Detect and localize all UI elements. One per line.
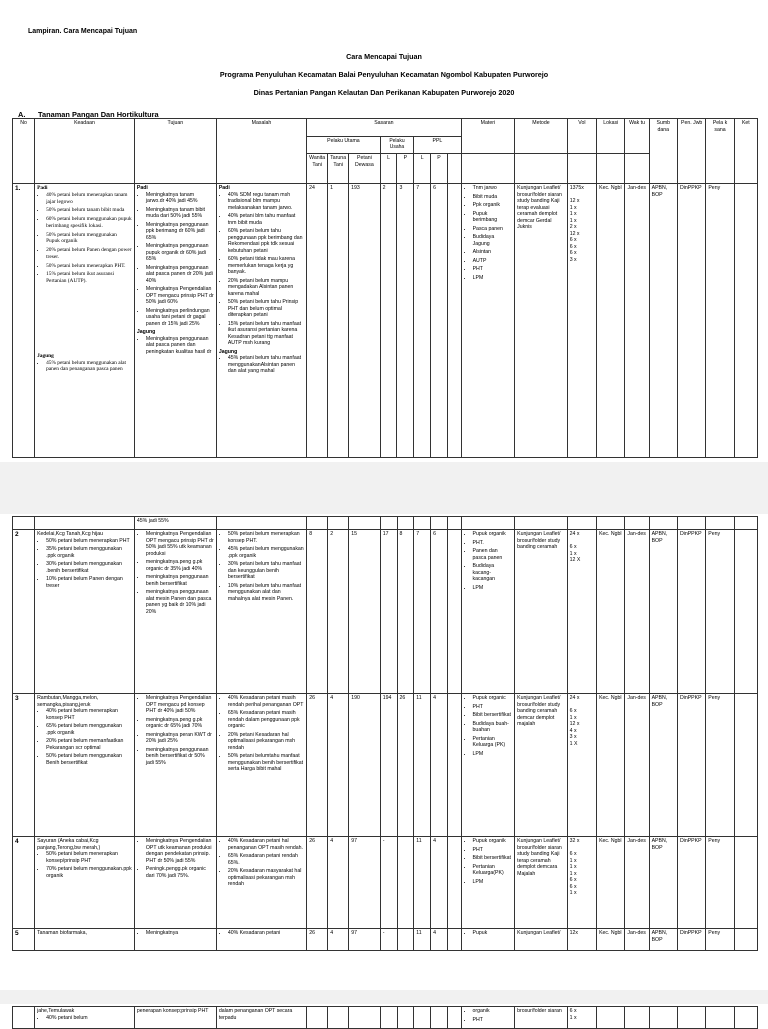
col-ppl-l: L xyxy=(414,154,431,184)
waktu-cell: Jan-des xyxy=(625,929,649,951)
metode-cell: Kunjungan Leaflet/ brosur/folder siaran study banding Kaji terap ceramah demplot demcara Majalah xyxy=(515,837,568,929)
col-vol-sub xyxy=(567,154,596,184)
keadaan-head: jahe,Temulawak xyxy=(37,1008,75,1014)
tujuan-list xyxy=(137,192,214,328)
list-item: • Meningkatnya Pengendalian OPT mengacu prinsip PHT dr 50% jadi 55% utk keamanan produksi xyxy=(146,531,214,557)
list-item: • Meningkatnya perlindungan usaha tani petani dr gagal panen dr 15% jadi 25% xyxy=(146,308,214,328)
tujuan-head-2: Jagung xyxy=(136,329,156,335)
list-item: • Meningkatnya tanam jarwo.dr 40% jadi 45% xyxy=(146,192,214,205)
col-lokasi-sub xyxy=(597,154,625,184)
list-item: • LPM xyxy=(473,751,513,758)
table-row-2 xyxy=(13,530,758,694)
list-item: • 50% petani belum menerapkan konsep PHT. xyxy=(228,531,304,544)
pu-l-value: - xyxy=(380,837,397,929)
list-item: • 20% petani belum mampu mengadakan Alsintan panen karena mahal xyxy=(228,278,304,298)
lokasi-cell: Kec. Ngbl xyxy=(597,837,625,929)
list-item: • 60% petani tidak mau karena memerlukan tenaga kerja yg banyak. xyxy=(228,256,304,276)
col-pu-l: L xyxy=(380,154,397,184)
list-item: • 40% petani blm tahu manfaat tnm bibit muda xyxy=(228,213,304,226)
keadaan-cell xyxy=(35,184,135,458)
list-item: • Pupuk berimbang xyxy=(473,211,513,224)
masalah-cell: dalam penanganan OPT secara terpadu xyxy=(216,1007,306,1029)
list-item: • organik xyxy=(473,1008,513,1015)
list-item: • Bibit bersertifikat xyxy=(473,855,513,862)
penjwb-cell: DinPPKP xyxy=(677,929,705,951)
pu-l-value: - xyxy=(380,929,397,951)
table-row-1 xyxy=(13,184,758,458)
metode-cell: Kunjungan Leaflet/ brosur/folder study banding ceramah demcar demplot majalah xyxy=(515,694,568,837)
list-item: • 10% petani belum tahu manfaat menggunakan alat dan mahalnya alat mesin Panen. xyxy=(228,583,304,603)
list-item: • Pasca panen xyxy=(473,226,513,233)
pelaksana-cell: Peny xyxy=(706,837,734,929)
list-item: • Budidaya kacang-kacangan xyxy=(473,563,513,583)
pelaksana-cell: Peny xyxy=(706,929,734,951)
list-item: • 50% petani belum menerapkan konsep/prinsip PHT xyxy=(46,851,132,864)
doc-title: Cara Mencapai Tujuan xyxy=(346,52,422,61)
list-item: • meningkatnya penggunaan alat mesin Panen dan pasca panen yg baik dr 10% jadi 20% xyxy=(146,589,214,615)
masalah-cell xyxy=(216,929,306,951)
col-vol: Vol xyxy=(567,119,596,154)
taruna-value: 2 xyxy=(328,530,349,694)
col-sumber-dana: Sumb dana xyxy=(649,119,677,184)
masalah-list xyxy=(219,930,304,937)
penjwb-cell: DinPPKP xyxy=(677,837,705,929)
keadaan-head: Kedelai,Kcg Tanah,Kcg hijau xyxy=(37,531,104,537)
lokasi-cell: Kec. Ngbl xyxy=(597,929,625,951)
waktu-cell: Jan-des xyxy=(625,694,649,837)
materi-cell xyxy=(461,929,515,951)
penjwb-cell: DinPPKP xyxy=(677,184,705,458)
list-item: • PHT xyxy=(473,1017,513,1024)
keadaan-head: Sayuran (Aneka cabai,Kcg panjang,Terong,bw merah,) xyxy=(37,838,101,851)
keadaan-list xyxy=(37,851,132,879)
list-item: • 40% SDM regu tanam msh tradisional blm mampu melaksanakan tanam jarwo. xyxy=(228,192,304,212)
pu-p-value: 26 xyxy=(397,694,414,837)
masalah-head: Padi xyxy=(218,185,230,191)
tujuan-cell xyxy=(134,694,216,837)
list-item: • Pupuk organic xyxy=(473,695,513,702)
col-pu-p: P xyxy=(397,154,414,184)
vol-cell: 1375x 12 x 1 x 1 x 1 x 2 x 12 x 6 x 6 x 6 x 3 x xyxy=(567,184,596,458)
col-ket: Ket xyxy=(734,119,757,184)
masalah-list xyxy=(219,695,304,773)
waktu-cell: Jan-des xyxy=(625,837,649,929)
col-no: No xyxy=(13,119,35,184)
col-lokasi: Lokasi xyxy=(597,119,625,154)
masalah-cell xyxy=(216,530,306,694)
dewasa-value: 97 xyxy=(349,837,381,929)
vol-cell: 32 x 6 x 1 x 1 x 1 x 6 x 6 x 1 x xyxy=(567,837,596,929)
lokasi-cell: Kec. Ngbl xyxy=(597,530,625,694)
col-pelaksana: Pela k sana xyxy=(706,119,734,184)
page-3 xyxy=(0,1004,768,1024)
col-pelaku-utama: Pelaku Utama xyxy=(307,137,381,154)
row-number: 1. xyxy=(13,184,35,458)
section-title: Tanaman Pangan Dan Hortikultura xyxy=(38,110,159,119)
ppl-l-value: 11 xyxy=(414,837,431,929)
list-item: • Peningk.pengg.pk organic dari 70% jadi 75%. xyxy=(146,866,214,879)
list-item: • 20% petani belum Panen dengan power treser. xyxy=(46,247,132,261)
penjwb-cell: DinPPKP xyxy=(677,530,705,694)
keadaan-cell xyxy=(35,1007,135,1029)
list-item: • meningkatnya penggunaan benih bersertifikat xyxy=(146,574,214,587)
pelaksana-cell: Peny xyxy=(706,530,734,694)
list-item: • Pupuk organik xyxy=(473,531,513,538)
row-number: 5 xyxy=(13,929,35,951)
main-table-page-3 xyxy=(12,1006,758,1029)
materi-list xyxy=(464,1008,513,1023)
wanita-value: 26 xyxy=(307,694,328,837)
tujuan-list xyxy=(137,838,214,879)
main-table-page-1 xyxy=(12,118,758,458)
taruna-value: 4 xyxy=(328,929,349,951)
table-row-5-continued xyxy=(13,1007,758,1029)
keadaan-cell xyxy=(35,837,135,929)
col-materi: Materi xyxy=(461,119,515,154)
keadaan-cell xyxy=(35,929,135,951)
materi-list xyxy=(464,531,513,591)
wanita-value: 26 xyxy=(307,929,328,951)
tujuan-list xyxy=(137,930,214,937)
row-number: 2 xyxy=(13,530,35,694)
doc-subtitle-1: Programa Penyuluhan Kecamatan Balai Penyuluhan Kecamatan Ngombol Kabupaten Purworejo xyxy=(219,70,549,79)
list-item: • Meningkatnya penggunaan pupuk organik dr 60% jadi 65% xyxy=(146,243,214,263)
table-row-5 xyxy=(13,929,758,951)
col-ppl: PPL xyxy=(414,137,461,154)
keadaan-cell xyxy=(35,530,135,694)
pelaksana-cell: Peny xyxy=(706,184,734,458)
vol-cell: 24 x 6 x 1 x 12 X xyxy=(567,530,596,694)
list-item: • 40% petani belum xyxy=(46,1015,132,1022)
metode-cell: Kunjungan Leaflet/ brosur/folder study banding ceramah xyxy=(515,530,568,694)
list-item: • 45% petani belum menggunakan alat panen dan penanganan pasca panen xyxy=(46,360,132,374)
table-row-continued xyxy=(13,517,758,530)
keadaan-head: Tanaman biofarmaka, xyxy=(37,930,87,936)
col-waktu-sub xyxy=(625,154,649,184)
tujuan-list xyxy=(137,695,214,766)
col-ppl-p: P xyxy=(431,154,448,184)
wanita-value: 26 xyxy=(307,837,328,929)
col-wanita-tani: Wanita Tani xyxy=(307,154,328,184)
ppl-p-value: 6 xyxy=(431,184,448,458)
list-item: • meningkatnya.peng g.pk organic dr 35% jadi 40% xyxy=(146,559,214,572)
list-item: • 60% petani belum tahu penggunaan ppk berimbang dan Rekomendasi ppk tdk sesuai kebutuhan petani xyxy=(228,228,304,254)
keadaan-head-2: Jagung xyxy=(37,352,54,359)
list-item: • Pupuk organik xyxy=(473,838,513,845)
list-item: • 30% petani belum menggunakan .benih bersertifikat xyxy=(46,561,132,574)
list-item: • 40% Kesadaran petani hal penanganan OPT masih rendah. xyxy=(228,838,304,851)
sumber-cell: APBN, BOP xyxy=(649,184,677,458)
doc-subtitle-2: Dinas Pertanian Pangan Kelautan Dan Perikanan Kabupaten Purworejo 2020 xyxy=(253,88,515,97)
col-metode: Metode xyxy=(515,119,568,154)
list-item: • PHT xyxy=(473,847,513,854)
list-item: • PHT xyxy=(473,704,513,711)
list-item: • 65% Kesadaran petani rendah 65%. xyxy=(228,853,304,866)
list-item: • 60% petani belum menggunakan pupuk berimbang spesifik lokasi. xyxy=(46,216,132,230)
keadaan-cell xyxy=(35,694,135,837)
keadaan-list xyxy=(37,538,132,590)
page-1 xyxy=(0,0,768,462)
ppl-l-value: 7 xyxy=(414,530,431,694)
materi-cell xyxy=(461,1007,515,1029)
ppl-p-value: 4 xyxy=(431,837,448,929)
list-item: • 45% petani belum tahu manfaat menggunakanAlsintan panen dan alat yang mahal xyxy=(228,355,304,375)
dewasa-value: 190 xyxy=(349,694,381,837)
masalah-list xyxy=(219,838,304,888)
list-item: • LPM xyxy=(473,275,513,282)
pelaksana-cell: Peny xyxy=(706,694,734,837)
pu-p-value xyxy=(397,837,414,929)
wanita-value: 24 xyxy=(307,184,328,458)
keadaan-list xyxy=(37,192,132,285)
waktu-cell: Jan-des xyxy=(625,184,649,458)
col-sasaran: Sasaran xyxy=(307,119,461,137)
list-item: • 20% petani belum memanfaatkan Pekarangan scr optimal xyxy=(46,738,132,751)
tujuan-continued: 45% jadi 55% xyxy=(134,517,216,530)
metode-cell: Kunjungan Leaflet/ brosur/folder siaran study banding Kaji terap evaluasi ceramah demplot demcar Gerdal Juknis xyxy=(515,184,568,458)
materi-list xyxy=(464,695,513,757)
col-materi-sub xyxy=(461,154,515,184)
tujuan-head: Padi xyxy=(136,185,148,191)
ppl-l-value: 11 xyxy=(414,929,431,951)
list-item: • Tnm jarwo xyxy=(473,185,513,192)
col-taruna-tani: Taruna Tani xyxy=(328,154,349,184)
materi-cell xyxy=(461,837,515,929)
keadaan-head: Padi xyxy=(37,185,48,191)
col-pelaku-usaha: Pelaku Usaha xyxy=(380,137,414,154)
ppl-extra-value xyxy=(447,184,461,458)
pu-p-value: 3 xyxy=(397,184,414,458)
list-item: • 40% petani belum menerapkan konsep PHT xyxy=(46,708,132,721)
materi-cell xyxy=(461,184,515,458)
page-gap-2 xyxy=(0,990,768,1004)
list-item: • 50% petani belumtahu manfaat menggunakan benih bersertifikat serta Harga bibit mahal xyxy=(228,753,304,773)
materi-list xyxy=(464,838,513,885)
col-ppl-extra xyxy=(447,154,461,184)
list-item: • Budidaya Jagung xyxy=(473,234,513,247)
masalah-list xyxy=(219,531,304,602)
ppl-p-value: 4 xyxy=(431,694,448,837)
list-item: • LPM xyxy=(473,879,513,886)
list-item: • 10% petani belum Panen dengan treser xyxy=(46,576,132,589)
sumber-cell: APBN, BOP xyxy=(649,929,677,951)
list-item: • Meningkatnya penggunaan ppk berimang dr 60% jadi 65% xyxy=(146,222,214,242)
masalah-list xyxy=(219,192,304,347)
col-tujuan: Tujuan xyxy=(134,119,216,184)
row-number: 3 xyxy=(13,694,35,837)
lokasi-cell: Kec. Ngbl xyxy=(597,184,625,458)
tujuan-cell xyxy=(134,837,216,929)
list-item: • 50% petani belum menggunakan Benih bersertifikat xyxy=(46,753,132,766)
list-item: • 65% petani belum menggunakan .ppk organik xyxy=(46,723,132,736)
dewasa-value: 97 xyxy=(349,929,381,951)
list-item: • LPM xyxy=(473,585,513,592)
masalah-cell xyxy=(216,837,306,929)
metode-cell: Kunjungan Leaflet/ xyxy=(515,929,568,951)
keadaan-head: Rambutan,Mangga,melon, semangka,pisang,jeruk xyxy=(37,695,99,708)
list-item: • 15% petani belum tahu manfaat ikut asuransi pertanian karena Kesadran petani ttg manfaat AUTP msh kurang xyxy=(228,321,304,347)
tujuan-cell xyxy=(134,530,216,694)
ket-cell xyxy=(734,184,757,458)
list-item: • Panen dan pasca panen xyxy=(473,548,513,561)
ppl-l-value: 11 xyxy=(414,694,431,837)
list-item: • Budidaya buah-buahan xyxy=(473,721,513,734)
tujuan-list-2 xyxy=(137,336,214,356)
vol-cell: 6 x 1 x xyxy=(567,1007,596,1029)
list-item: • 45% petani belum menggunakan .ppk organik xyxy=(228,546,304,559)
penjwb-cell: DinPPKP xyxy=(677,694,705,837)
list-item: • Bibit bersertifikat xyxy=(473,712,513,719)
materi-cell xyxy=(461,530,515,694)
page-2 xyxy=(0,514,768,990)
list-item: • 50% petani belum tahu Prinsip PHT dan belum optimal diterapkan petani xyxy=(228,299,304,319)
list-item: • 35% petani belum menggunakan .ppk organik xyxy=(46,546,132,559)
masalah-list-2 xyxy=(219,355,304,375)
list-item: • 50% petani belum menerapkan PHT. xyxy=(46,263,132,270)
tujuan-cell: penerapan konsep;prinsip PHT xyxy=(134,1007,216,1029)
list-item: • 30% petani belum tahu manfaat dan keunggulan benih bersertifikat xyxy=(228,561,304,581)
wanita-value: 8 xyxy=(307,530,328,694)
list-item: • 15% petani belum ikut asuransi Pertanian (AUTP). xyxy=(46,271,132,285)
dewasa-value: 193 xyxy=(349,184,381,458)
taruna-value: 1 xyxy=(328,184,349,458)
list-item: • 40% Kesadaran petani masih rendah perihal penanganan OPT xyxy=(228,695,304,708)
masalah-cell xyxy=(216,184,306,458)
section-letter: A. xyxy=(18,110,26,119)
keadaan-list xyxy=(37,1015,132,1022)
list-item: • Meningkatnya tanam bibit muda dari 50% jadi 55% xyxy=(146,207,214,220)
list-item: • meningkatnya.peng g.pk organic dr 65% jadi 70% xyxy=(146,717,214,730)
list-item: • PHT xyxy=(473,266,513,273)
list-item: • 40% petani belum menerapkan tanam jajar legowo xyxy=(46,192,132,206)
ppl-l-value: 7 xyxy=(414,184,431,458)
vol-cell: 12x xyxy=(567,929,596,951)
vol-cell: 24 x 6 x 1 x 12 x 4 x 3 x 1 X xyxy=(567,694,596,837)
taruna-value: 4 xyxy=(328,694,349,837)
list-item: • AUTP xyxy=(473,258,513,265)
list-item: • 50% petani belum tanam bibit muda xyxy=(46,207,132,214)
list-item: • 20% petani Kesadaran hal optimalisasi pekarangan msh rendah xyxy=(228,732,304,752)
list-item: • Bibit muda xyxy=(473,194,513,201)
materi-list xyxy=(464,930,513,937)
page-gap-1 xyxy=(0,462,768,514)
list-item: • Meningkatnya penggunaan alat pasca panen dan peningkatan kualitas hasil dr xyxy=(146,336,214,356)
taruna-value: 4 xyxy=(328,837,349,929)
list-item: • Meningkatnya Pengendalian OPT utk keamanan produksi dengan pendekatan prinsip. PHT dr 50% jadi 55% xyxy=(146,838,214,864)
list-item: • Meningkatnya penggunaan alat pasca panen dr 20% jadi 40% xyxy=(146,265,214,285)
table-row-3 xyxy=(13,694,758,837)
keadaan-list-2 xyxy=(37,360,132,374)
col-keadaan: Keadaan xyxy=(35,119,135,184)
masalah-head-2: Jagung xyxy=(218,348,238,355)
list-item: • Pupuk xyxy=(473,930,513,937)
list-item: • Meningkatnya xyxy=(146,930,214,937)
list-item: • 50% petani belum menerapkan PHT xyxy=(46,538,132,545)
list-item: • meningkatnya peran KWT dr 20% jadi 25% xyxy=(146,732,214,745)
list-item: • meningkatnya penggunaan benih bersertifikat dr 50% jadi 55% xyxy=(146,747,214,767)
sumber-cell: APBN, BOP xyxy=(649,530,677,694)
main-table-page-2 xyxy=(12,516,758,951)
list-item: • 50% petani belum menggunakan Pupuk organik xyxy=(46,232,132,246)
keadaan-list xyxy=(37,708,132,766)
lampiran-label: Lampiran. Cara Mencapai Tujuan xyxy=(28,28,138,35)
list-item: • Meningkatnya Pengendalian OPT mengacu pd konsep PHT dr 40% jadi 50% xyxy=(146,695,214,715)
sumber-cell: APBN, BOP xyxy=(649,837,677,929)
list-item: • Pertanian Keluarga(PK) xyxy=(473,864,513,877)
sumber-cell: APBN, BOP xyxy=(649,694,677,837)
tujuan-cell xyxy=(134,184,216,458)
table-row-4 xyxy=(13,837,758,929)
list-item: • 40% Kesadaran petani xyxy=(228,930,304,937)
col-pen-jwb: Pen. Jwb xyxy=(677,119,705,184)
metode-cell: brosur/folder siaran xyxy=(515,1007,568,1029)
list-item: • 65% Kesadaran petani masih rendah dalam penggunaan ppk organic xyxy=(228,710,304,730)
lokasi-cell: Kec. Ngbl xyxy=(597,694,625,837)
list-item: • Alsintan xyxy=(473,249,513,256)
tujuan-cell xyxy=(134,929,216,951)
col-waktu: Wak tu xyxy=(625,119,649,154)
list-item: • 20% Kesadaran masyarakat hal optimalisasi pekarangan msh rendah xyxy=(228,868,304,888)
tujuan-list xyxy=(137,531,214,615)
ppl-p-value: 4 xyxy=(431,929,448,951)
waktu-cell: Jan-des xyxy=(625,530,649,694)
pu-l-value: 194 xyxy=(380,694,397,837)
materi-cell xyxy=(461,694,515,837)
ppl-p-value: 6 xyxy=(431,530,448,694)
col-metode-sub xyxy=(515,154,568,184)
dewasa-value: 15 xyxy=(349,530,381,694)
pu-l-value: 2 xyxy=(380,184,397,458)
list-item: • Ppk organik xyxy=(473,202,513,209)
materi-list xyxy=(464,185,513,281)
row-number: 4 xyxy=(13,837,35,929)
masalah-cell xyxy=(216,694,306,837)
list-item: • PHT. xyxy=(473,540,513,547)
pu-l-value: 17 xyxy=(380,530,397,694)
pu-p-value: 8 xyxy=(397,530,414,694)
list-item: • 70% petani belum menggunakan.ppk organik xyxy=(46,866,132,879)
col-masalah: Masalah xyxy=(216,119,306,184)
col-petani-dewasa: Petani Dewasa xyxy=(349,154,381,184)
pu-p-value xyxy=(397,929,414,951)
list-item: • Meningkatnya Pengendalian OPT mengacu prinsip PHT dr 50% jadi 60% xyxy=(146,286,214,306)
list-item: • Pertanian Keluarga (PK) xyxy=(473,736,513,749)
